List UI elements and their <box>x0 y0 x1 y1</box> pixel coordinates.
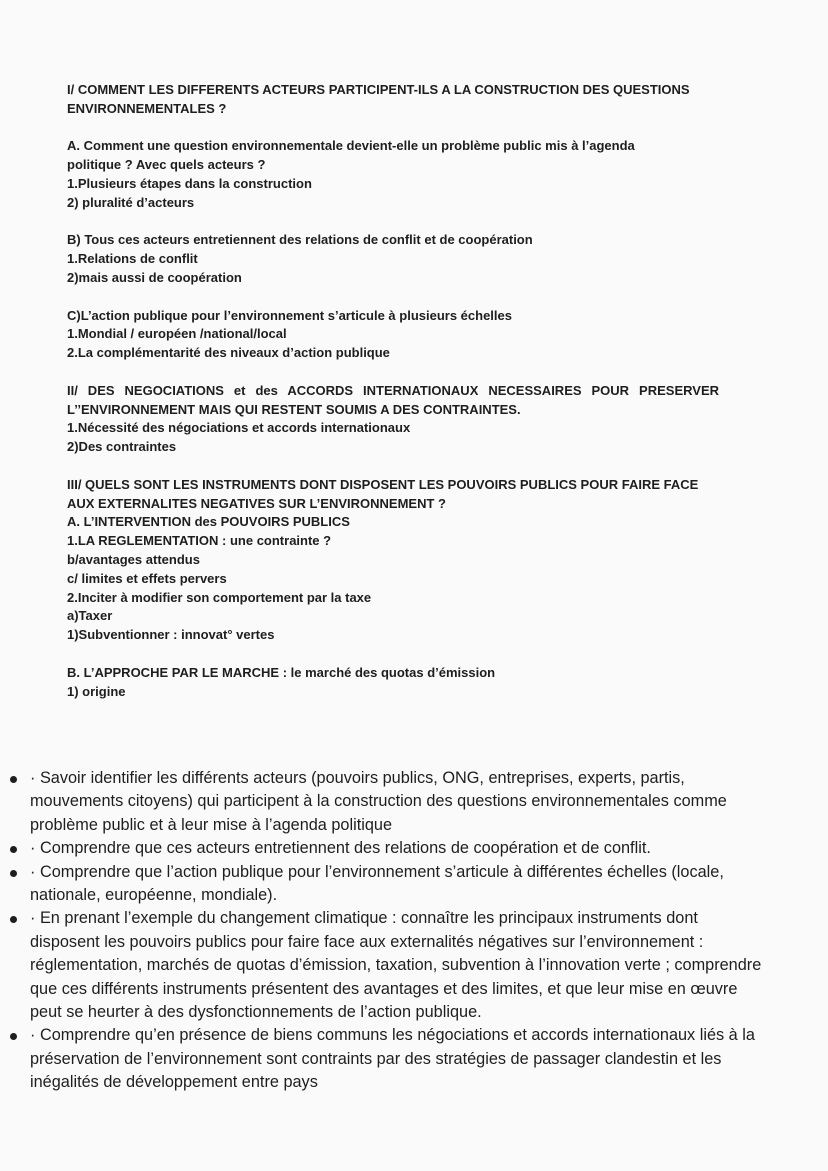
outline-section <box>67 81 719 119</box>
outline-line: 2)Des contraintes <box>67 439 177 455</box>
outline-line: c/ limites et effets pervers <box>67 570 227 586</box>
outline-line: 1)Subventionner : innovat° vertes <box>67 627 275 643</box>
course-outline <box>67 81 719 720</box>
objective-line: · Savoir identifier les différents acteurs (pouvoirs publics, ONG, entreprises, experts, partis, <box>30 769 685 787</box>
outline-line: C)L’action publique pour l’environnement s’articule à plusieurs échelles <box>67 307 512 323</box>
objective-item <box>0 1024 828 1094</box>
outline-section <box>67 664 719 702</box>
objective-line: nationale, européenne, mondiale). <box>30 886 278 905</box>
objective-line: · Comprendre qu’en présence de biens communs les négociations et accords internationaux liés à la <box>30 1026 755 1045</box>
outline-line: B) Tous ces acteurs entretiennent des relations de conflit et de coopération <box>67 232 533 248</box>
objective-item <box>0 767 828 837</box>
outline-line: ENVIRONNEMENTALES ? <box>67 100 227 116</box>
outline-line: 1.Mondial / européen /national/local <box>67 326 287 342</box>
objective-line: · En prenant l’exemple du changement climatique : connaître les principaux instruments dont <box>30 909 698 928</box>
bullet-icon <box>10 870 17 877</box>
outline-section <box>67 307 719 363</box>
outline-line: AUX EXTERNALITES NEGATIVES SUR L’ENVIRONNEMENT ? <box>67 495 446 511</box>
objective-line: que ces différents instruments présentent des avantages et des limites, et que leur mise en œuvre <box>30 979 738 998</box>
outline-line: A. L’INTERVENTION des POUVOIRS PUBLICS <box>67 514 350 530</box>
outline-line: 2) pluralité d’acteurs <box>67 194 195 210</box>
objective-line: préservation de l’environnement sont contraints par des stratégies de passager clandestin et les <box>30 1049 722 1068</box>
outline-section <box>67 231 719 287</box>
outline-line: L’’ENVIRONNEMENT MAIS QUI RESTENT SOUMIS A DES CONTRAINTES. <box>67 401 521 417</box>
outline-line: 1.Plusieurs étapes dans la construction <box>67 175 312 191</box>
outline-line: politique ? Avec quels acteurs ? <box>67 157 266 173</box>
outline-line: I/ COMMENT LES DIFFERENTS ACTEURS PARTICIPENT-ILS A LA CONSTRUCTION DES QUESTIONS <box>67 82 690 97</box>
objective-item <box>0 837 828 860</box>
outline-section <box>67 137 719 212</box>
bullet-icon <box>10 1033 17 1040</box>
objective-line: problème public et à leur mise à l’agenda politique <box>30 815 393 834</box>
objective-line: mouvements citoyens) qui participent à la construction des questions environnementales comme <box>30 792 727 811</box>
outline-line: 1.Relations de conflit <box>67 251 198 267</box>
objective-item <box>0 861 828 908</box>
objective-item <box>0 907 828 1024</box>
outline-line: B. L’APPROCHE PAR LE MARCHE : le marché des quotas d’émission <box>67 664 496 680</box>
outline-line: 1.Nécessité des négociations et accords internationaux <box>67 420 411 436</box>
outline-line: 2.La complémentarité des niveaux d’action publique <box>67 345 390 361</box>
outline-line: A. Comment une question environnementale devient-elle un problème public mis à l’agenda <box>67 138 635 154</box>
outline-line: 1.LA REGLEMENTATION : une contrainte ? <box>67 533 332 549</box>
objective-line: réglementation, marchés de quotas d’émission, taxation, subvention à l’innovation verte ; comprendre <box>30 956 762 975</box>
outline-line: II/ DES NEGOCIATIONS et des ACCORDS INTERNATIONAUX NECESSAIRES POUR PRESERVER <box>67 382 719 398</box>
objective-line: · Comprendre que l’action publique pour l’environnement s’articule à différentes échelles (locale, <box>30 862 724 881</box>
bullet-icon <box>10 846 17 853</box>
objective-line: inégalités de développement entre pays <box>30 1073 318 1092</box>
outline-section <box>67 476 719 645</box>
outline-section <box>67 382 719 457</box>
bullet-icon <box>10 916 17 923</box>
objective-line: peut se heurter à des dysfonctionnements de l’action publique. <box>30 1003 482 1022</box>
outline-line: b/avantages attendus <box>67 551 200 567</box>
objective-line: disposent les pouvoirs publics pour faire face aux externalités négatives sur l’environnement : <box>30 932 704 951</box>
outline-line: 2)mais aussi de coopération <box>67 269 242 285</box>
learning-objectives-list <box>0 767 828 1095</box>
outline-line: III/ QUELS SONT LES INSTRUMENTS DONT DISPOSENT LES POUVOIRS PUBLICS POUR FAIRE FACE <box>67 476 699 492</box>
outline-line: 1) origine <box>67 683 126 699</box>
bullet-icon <box>10 776 17 783</box>
objective-line: · Comprendre que ces acteurs entretiennent des relations de coopération et de conflit. <box>30 839 651 858</box>
outline-line: 2.Inciter à modifier son comportement par la taxe <box>67 589 372 605</box>
outline-line: a)Taxer <box>67 608 113 624</box>
